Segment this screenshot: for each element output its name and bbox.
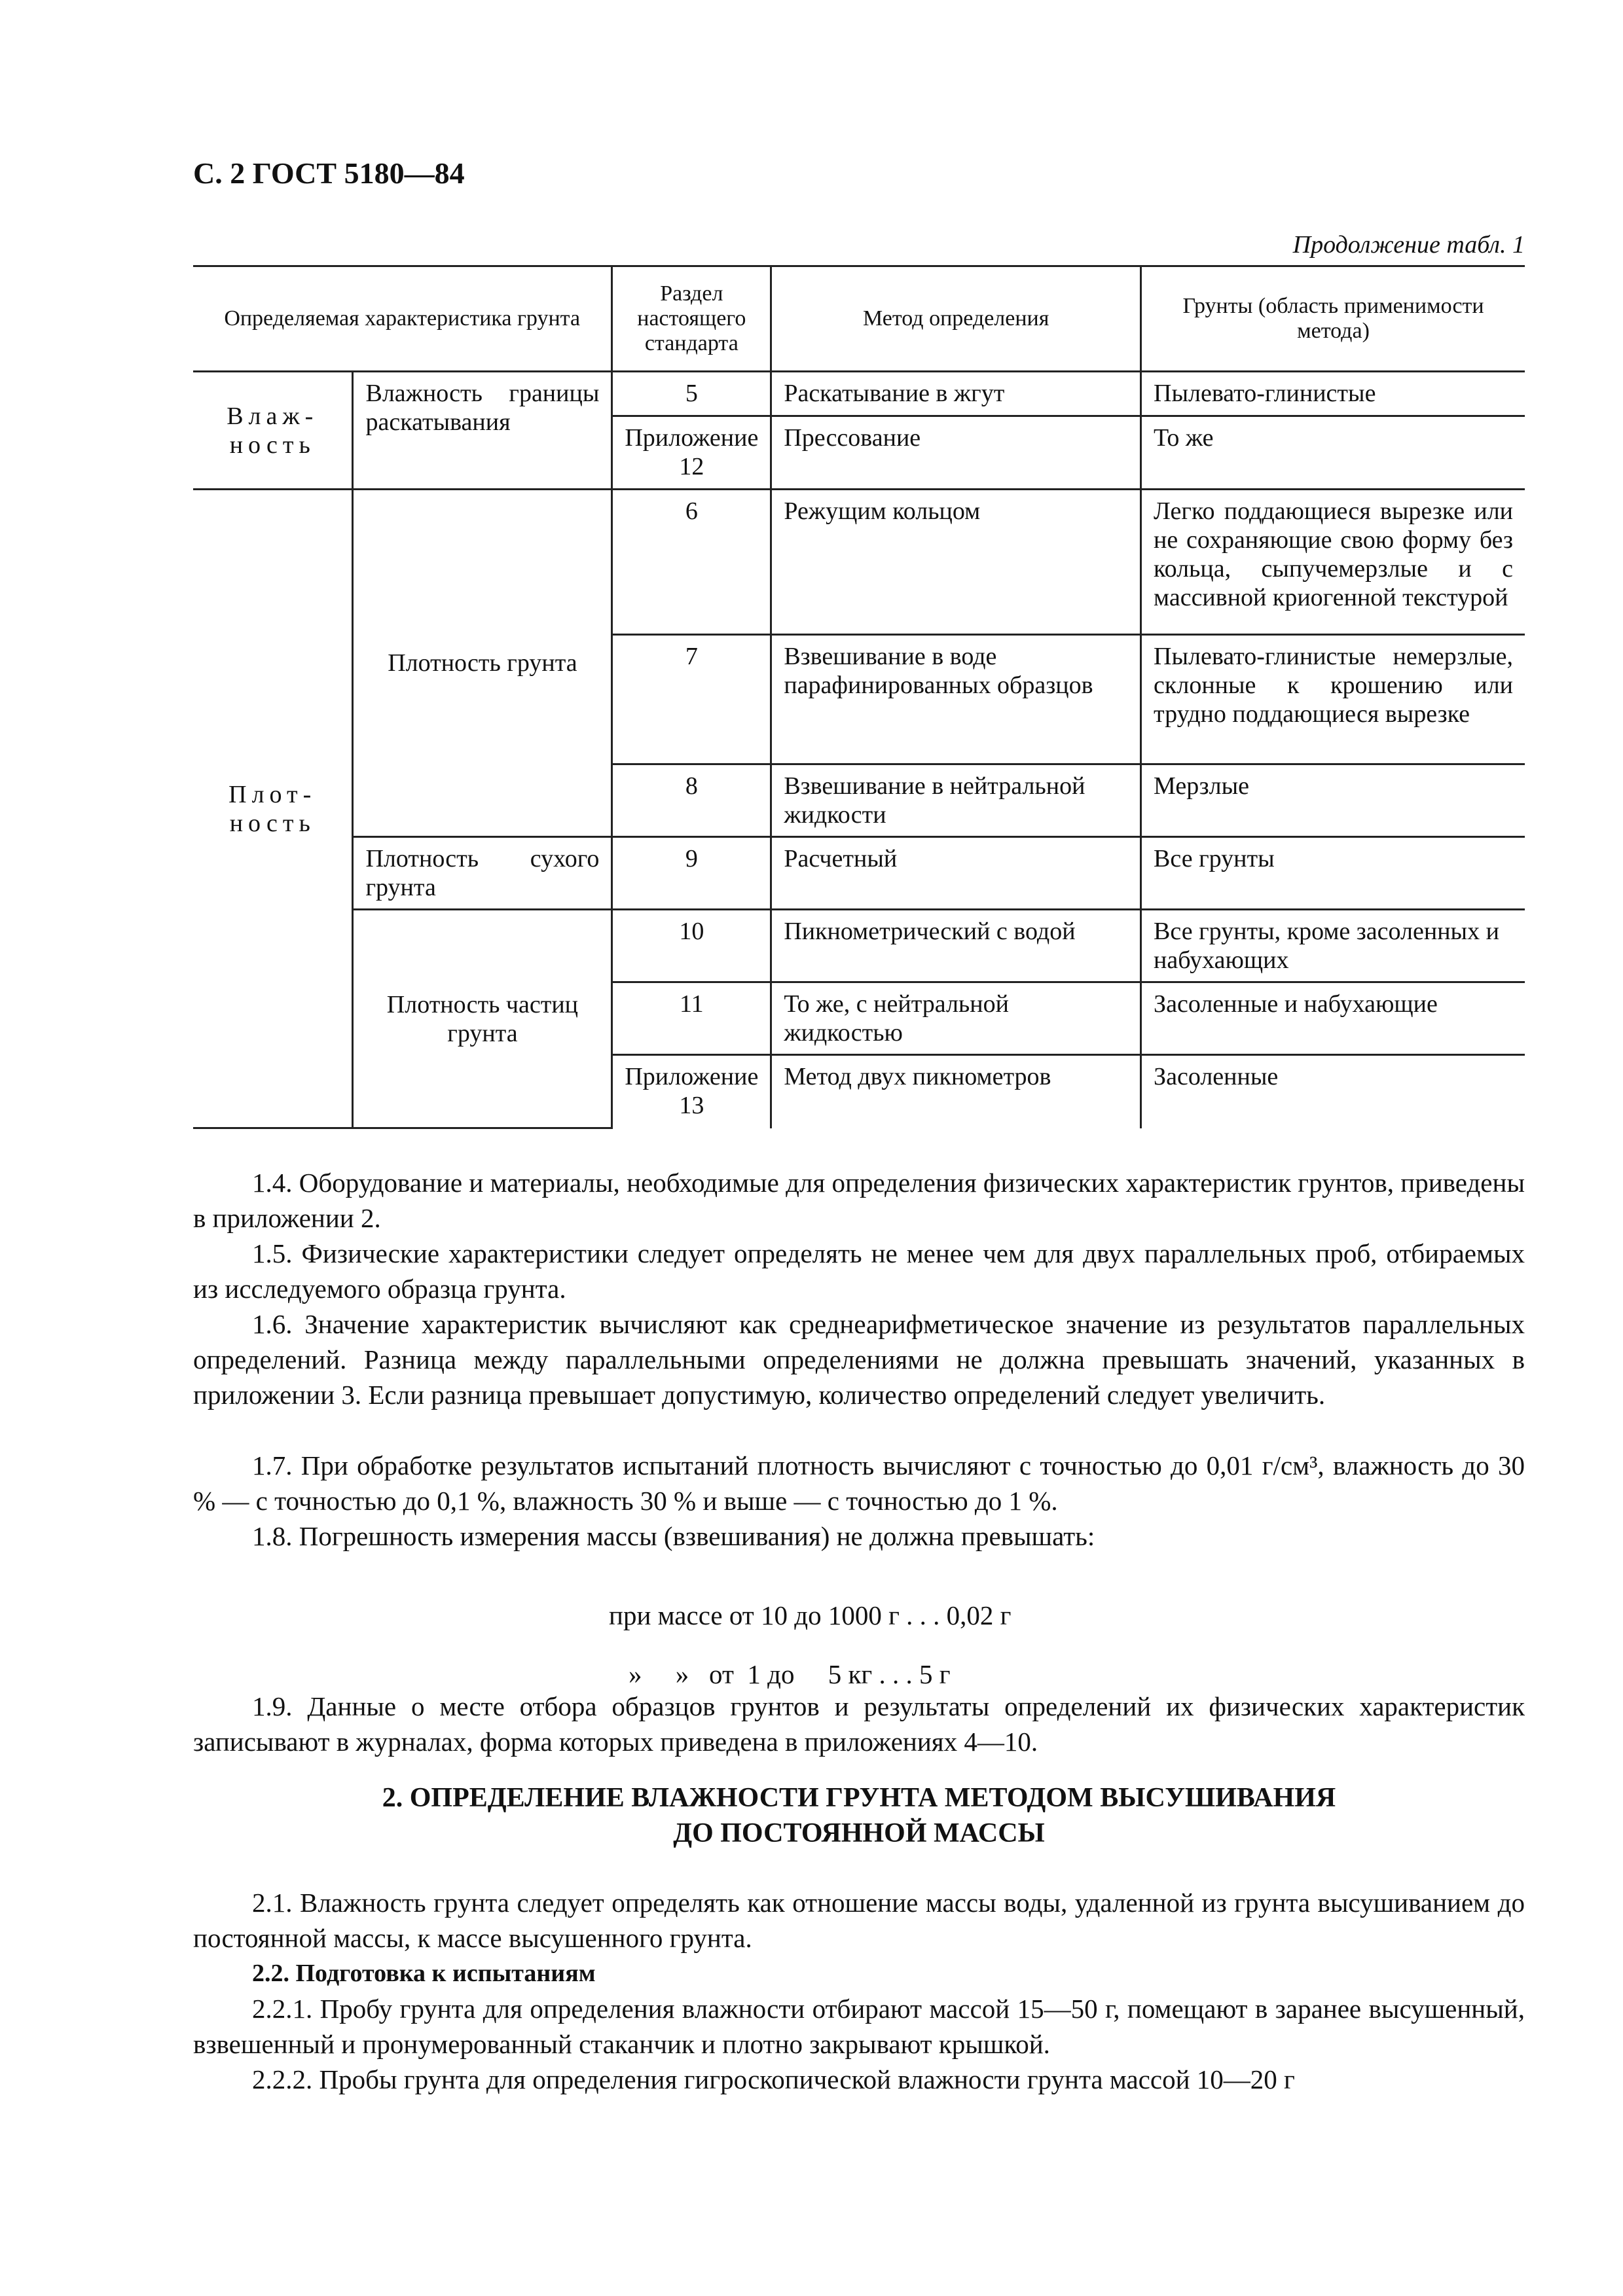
section-cell: 8 [612,764,771,837]
section-2-title [193,1780,1525,1851]
paragraph-2-2-2: 2.2.2. Пробы грунта для определения гигроскопической влажности грунта массой 10—20 г [252,2064,1295,2094]
soils-cell: Пылевато-глинистые немерзлые, склонные к крошению или трудно поддающиеся вырезке [1141,635,1525,764]
column-header: Грунты (область применимости метода) [1141,266,1525,372]
table-row [193,837,1525,910]
soils-cell: То же [1141,416,1525,490]
soil-characteristics-table [193,265,1525,1129]
soils-cell: Засоленные [1141,1055,1525,1128]
table-row [193,490,1525,635]
group-label-humidity: Влаж- ность [193,372,353,490]
paragraph-2-1: 2.1. Влажность грунта следует определять как отношение массы воды, удаленной из грунта высушиванием до постоянной массы, к массе высушенного грунта. [193,1888,1525,1953]
subsection-2-2-heading: 2.2. Подготовка к испытаниям [252,1960,596,1987]
paragraph-1-9: 1.9. Данные о месте отбора образцов грунтов и результаты определений их физических характеристик записывают в журналах, форма которых приведена в приложениях 4—10. [193,1691,1525,1757]
page-header: С. 2 ГОСТ 5180—84 [193,156,465,190]
section-cell: 6 [612,490,771,635]
method-cell: Расчетный [771,837,1141,910]
section-cell: 11 [612,982,771,1055]
property-cell: Плотность частиц грунта [353,910,612,1128]
group-label-density: Плот- ность [193,490,353,1128]
property-cell: Влажность границы раскатывания [353,372,612,490]
soils-cell: Легко поддающиеся вырезке или не сохраняющие свою форму без кольца, сыпучемерзлые и с массивной криогенной текстурой [1141,490,1525,635]
soils-cell: Засоленные и набухающие [1141,982,1525,1055]
method-cell: Раскатывание в жгут [771,372,1141,416]
table-continuation-label: Продолжение табл. 1 [1292,231,1525,259]
section-cell: 5 [612,372,771,416]
paragraph-1-5: 1.5. Физические характеристики следует определять не менее чем для двух параллельных проб, отбираемых из исследуемого образца грунта. [193,1238,1525,1304]
method-cell: Прессование [771,416,1141,490]
section-cell: 10 [612,910,771,982]
section-title-line: 2. ОПРЕДЕЛЕНИЕ ВЛАЖНОСТИ ГРУНТА МЕТОДОМ ВЫСУШИВАНИЯ [382,1783,1336,1813]
paragraph-1-7: 1.7. При обработке результатов испытаний плотность вычисляют с точностью до 0,01 г/см³, влажность до 30 % — с точностью до 0,1 %, влажность 30 % и выше — с точностью до 1 %. [193,1450,1525,1516]
soils-cell: Все грунты, кроме засоленных и набухающих [1141,910,1525,982]
paragraph-1-6: 1.6. Значение характеристик вычисляют как среднеарифметическое значение из результатов параллельных определений. Разница между параллельными определениями не должна превышать значений, указанных в приложении 3. Если разница превышает допустимую, количество определений следует увеличить. [193,1309,1525,1410]
section-cell: 9 [612,837,771,910]
paragraph-1-8: 1.8. Погрешность измерения массы (взвешивания) не должна превышать: [252,1521,1095,1551]
method-cell: Взвешивание в воде парафинированных образцов [771,635,1141,764]
property-cell: Плотность грунта [353,490,612,837]
soils-cell: Мерзлые [1141,764,1525,837]
section-cell: Приложение 12 [612,416,771,490]
method-cell: Режущим кольцом [771,490,1141,635]
method-cell: Взвешивание в нейтральной жидкости [771,764,1141,837]
formula-line-1: при массе от 10 до 1000 г . . . 0,02 г [609,1600,1012,1630]
section-cell: Приложение 13 [612,1055,771,1128]
soils-cell: Пылевато-глинистые [1141,372,1525,416]
formula-line-2: » » от 1 до 5 кг . . . 5 г [629,1659,951,1689]
column-header: Определяемая характеристика грунта [193,266,612,372]
method-cell: Метод двух пикнометров [771,1055,1141,1128]
paragraph-1-4: 1.4. Оборудование и материалы, необходимые для определения физических характеристик грунтов, приведены в приложении 2. [193,1168,1525,1233]
table-row [193,372,1525,416]
column-header: Раздел настоящего стандарта [612,266,771,372]
paragraph-2-2-1: 2.2.1. Пробу грунта для определения влажности отбирают массой 15—50 г, помещают в заранее высушенный, взвешенный и пронумерованный стаканчик и плотно закрывают крышкой. [193,1994,1525,2059]
column-header: Метод определения [771,266,1141,372]
method-cell: То же, с нейтральной жидкостью [771,982,1141,1055]
soils-cell: Все грунты [1141,837,1525,910]
section-title-line: ДО ПОСТОЯННОЙ МАССЫ [673,1818,1045,1848]
section-cell: 7 [612,635,771,764]
method-cell: Пикнометрический с водой [771,910,1141,982]
table-header-row [193,266,1525,372]
table-row [193,910,1525,982]
property-cell: Плотность сухого грунта [353,837,612,910]
